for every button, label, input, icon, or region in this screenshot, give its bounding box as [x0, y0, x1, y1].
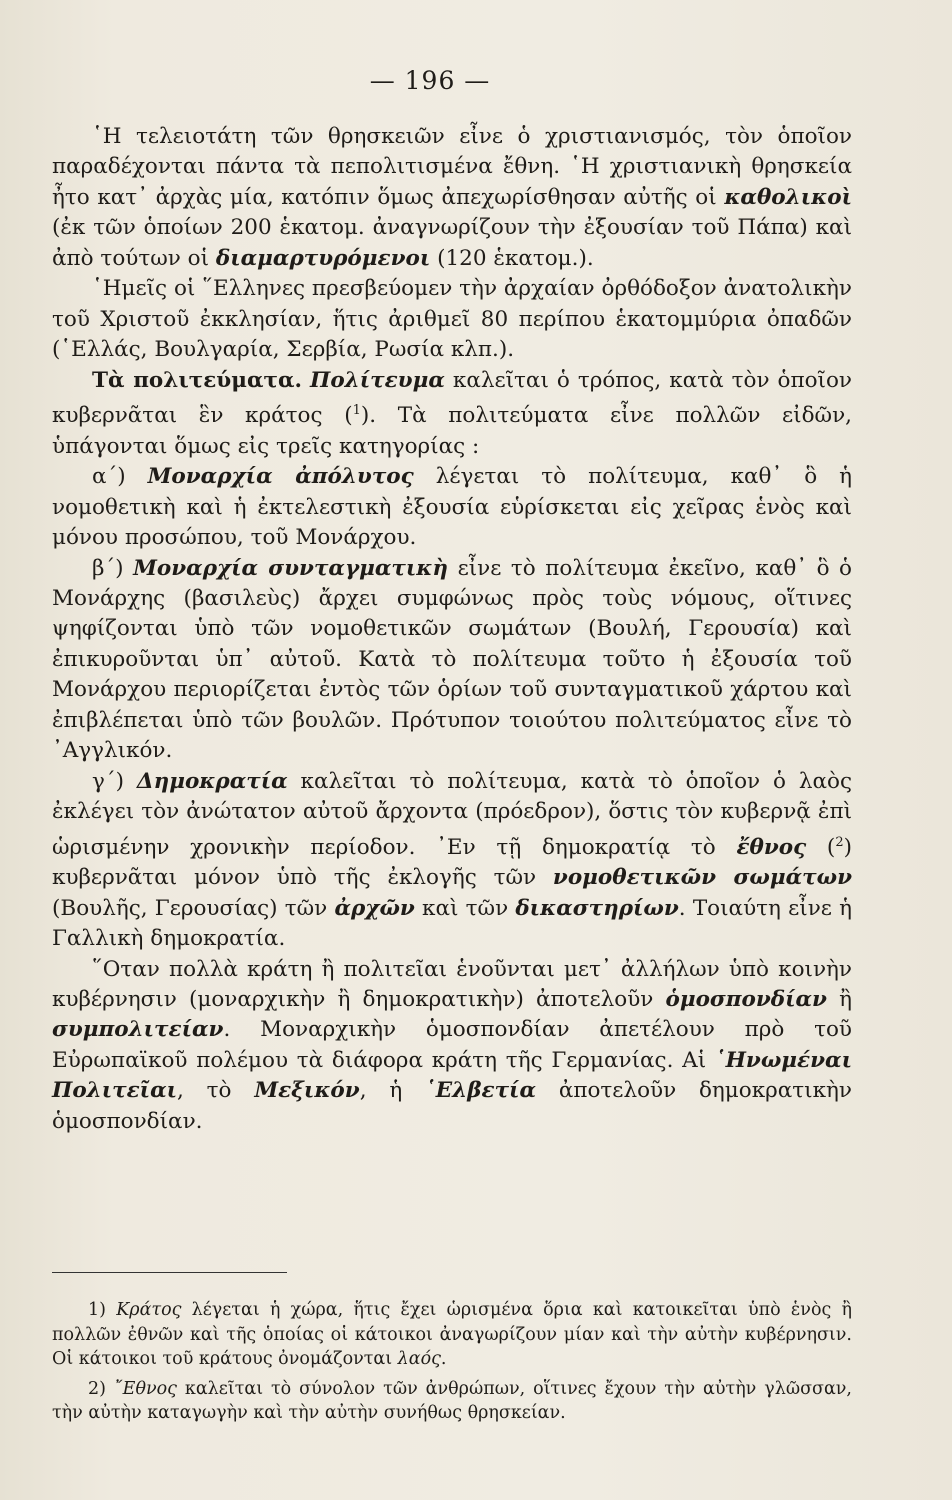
emphasized-term: συμπολιτείαν [52, 1017, 224, 1043]
footnote-divider [52, 1272, 287, 1273]
text-run: γ΄) [92, 768, 137, 794]
emphasized-term: Δημοκρατία [136, 768, 288, 794]
page-number: — 196 — [369, 66, 491, 95]
text-run: καλεῖται τὸ πολίτευμα, κατὰ τὸ ὁποῖον ὁ λαὸς ἐκλέγει τὸν ἀνώτατον αὐτοῦ ἄρχοντα (πρόεδρον), ὅστις τὸν κυβερνᾷ ἐπὶ ὡρισμένην χρονικὴν περίοδον. ᾽Εν τῇ δημοκρατίᾳ τὸ [52, 768, 852, 860]
footnotes [52, 1298, 852, 1431]
paragraph-federation [52, 955, 852, 1138]
text-run: (120 ἑκατομ.). [430, 245, 594, 271]
emphasized-term: δικαστηρίων [515, 895, 679, 921]
text-run: β΄) [92, 555, 134, 581]
emphasized-term: ἔθνος [736, 834, 807, 860]
body-text [52, 122, 852, 1137]
paragraph-christianity [52, 122, 852, 274]
section-heading: Τὰ πολιτεύματα. [92, 367, 302, 393]
paragraph-democracy [52, 767, 852, 955]
italic-term: ῎Εθνος [113, 1378, 177, 1399]
text-run: ῾Η τελειοτάτη τῶν θρησκειῶν εἶνε ὁ χριστιανισμός, τὸν ὁποῖον παραδέχονται πάντα τὰ πεπολιτισμένα ἔθνη. ῾Η χριστιανικὴ θρησκεία ἦτο κατ᾽ ἀρχὰς μία, κατόπιν ὅμως ἀπεχωρίσθησαν αὐτῆς οἱ [52, 124, 852, 210]
footnote-reference: 1 [352, 403, 361, 419]
text-run [302, 368, 310, 393]
emphasized-term: Μοναρχία συνταγματικὴ [133, 555, 449, 581]
footnote-2 [52, 1377, 852, 1426]
text-run: λέγεται ἡ χώρα, ἥτις ἔχει ὡρισμένα ὅρια καὶ κατοικεῖται ὑπὸ ἑνὸς ἢ πολλῶν ἐθνῶν καὶ τῆς ὁποίας οἱ κάτοικοι ἀναγωρίζουν μίαν καὶ τὴν αὐτὴν κυβέρνησιν. Οἱ κάτοικοι τοῦ κράτους ὀνομάζονται [52, 1300, 852, 1369]
text-run: . Μοναρχικὴν ὁμοσπονδίαν ἀπετέλουν πρὸ τοῦ Εὐρωπαϊκοῦ πολέμου τὰ διάφορα κράτη τῆς Γερμανίας. Αἱ [52, 1017, 852, 1073]
italic-term: Κράτος [116, 1300, 182, 1320]
emphasized-term: διαμαρτυρόμενοι [215, 245, 431, 271]
emphasized-term: ῾Ηνωμέναι Πολιτεῖαι [52, 1047, 852, 1104]
text-run: λέγεται τὸ πολίτευμα, καθ᾽ ὃ ἡ νομοθετικὴ καὶ ἡ ἐκτελεστικὴ ἐξουσία εὑρίσκεται εἰς χεῖρας ἑνὸς καὶ μόνου προσώπου, τοῦ Μονάρχου. [52, 464, 852, 551]
paragraph-constitutional-monarchy [52, 554, 852, 767]
paragraph-absolute-monarchy [52, 462, 852, 553]
text-run: ( [806, 834, 836, 860]
text-run: καλεῖται τὸ σύνολον τῶν ἀνθρώπων, οἵτινες ἔχουν τὴν αὐτὴν γλῶσσαν, τὴν αὐτὴν καταγωγὴν καὶ τὴν αὐτὴν συνήθως θρησκείαν. [52, 1378, 852, 1423]
text-run: α΄) [92, 464, 148, 490]
text-run: εἶνε τὸ πολίτευμα ἐκεῖνο, καθ᾽ ὃ ὁ Μονάρχης (βασιλεὺς) ἄρχει συμφώνως πρὸς τοὺς νόμους, οἵτινες ψηφίζονται ὑπὸ τῶν νομοθετικῶν σωμάτων (Βουλή, Γερουσία) καὶ ἐπικυροῦνται ὑπ᾽ αὐτοῦ. Κατὰ τὸ πολίτευμα τοῦτο ἡ ἐξουσία τοῦ Μονάρχου περιορίζεται ἐντὸς τῶν ὁρίων τοῦ συνταγματικοῦ χάρτου καὶ ἐπιβλέπεται ὑπὸ τῶν βουλῶν. Πρότυπον τοιούτου πολιτεύματος εἶνε τὸ ᾽Αγγλικόν. [52, 555, 852, 764]
text-run: ῞Οταν πολλὰ κράτη ἢ πολιτεῖαι ἑνοῦνται μετ᾽ ἀλλήλων ὑπὸ κοινὴν κυβέρνησιν (μοναρχικὴν ἢ δημοκρατικὴν) ἀποτελοῦν [52, 956, 852, 1012]
text-run: (Βουλῆς, Γερουσίας) τῶν [52, 895, 335, 921]
emphasized-term: νομοθετικῶν σωμάτων [552, 865, 852, 891]
text-run: ἀποτελοῦν δημοκρατικὴν ὁμοσπονδίαν. [52, 1078, 853, 1134]
text-run: καὶ τῶν [414, 895, 516, 921]
text-run: καλεῖται ὁ τρόπος, κατὰ τὸν ὁποῖον κυβερνᾶται ἓν κράτος ( [52, 367, 852, 429]
emphasized-term: ῾Ελβετία [425, 1078, 537, 1104]
emphasized-term: Μεξικόν [254, 1078, 360, 1104]
emphasized-term: Πολίτευμα [310, 367, 445, 393]
paragraph-polities [52, 366, 852, 463]
text-run: ῾Ημεῖς οἱ ῞Ελληνες πρεσβεύομεν τὴν ἀρχαίαν ὀρθόδοξον ἀνατολικὴν τοῦ Χριστοῦ ἐκκλησίαν, ἥτις ἀριθμεῖ 80 περίπου ἑκατομμύρια ὀπαδῶν (῾Ελλάς, Βουλγαρία, Σερβία, Ρωσία κλπ.). [52, 276, 852, 363]
paragraph-orthodox-church [52, 274, 852, 365]
text-run: 2) [88, 1378, 114, 1399]
emphasized-term: Μοναρχία ἀπόλυτος [147, 464, 414, 490]
text-run: , τὸ [177, 1078, 255, 1104]
italic-term: λαός [397, 1349, 441, 1369]
text-run: 1) [88, 1300, 117, 1320]
emphasized-term: ὁμοσπονδίαν [665, 987, 827, 1012]
text-run: . Τοιαύτη εἶνε ἡ Γαλλικὴ δημοκρατία. [52, 895, 852, 952]
text-run: . [440, 1349, 447, 1369]
text-run: , ἡ [359, 1078, 426, 1104]
footnote-1 [52, 1298, 852, 1372]
text-run: (ἐκ τῶν ὁποίων 200 ἑκατομ. ἀναγνωρίζουν τὴν ἐξουσίαν τοῦ Πάπα) καὶ ἀπὸ τούτων οἱ [52, 215, 852, 271]
emphasized-term: καθολικοὶ [724, 184, 852, 210]
footnote-reference: 2 [835, 834, 844, 850]
emphasized-term: ἀρχῶν [334, 895, 415, 921]
text-run: ἢ [826, 987, 852, 1012]
text-run: ) κυβερνᾶται μόνον ὑπὸ τῆς ἐκλογῆς τῶν [52, 834, 852, 891]
text-run: ). Τὰ πολιτεύματα εἶνε πολλῶν εἰδῶν, ὑπάγονται ὅμως εἰς τρεῖς κατηγορίας : [52, 403, 852, 459]
